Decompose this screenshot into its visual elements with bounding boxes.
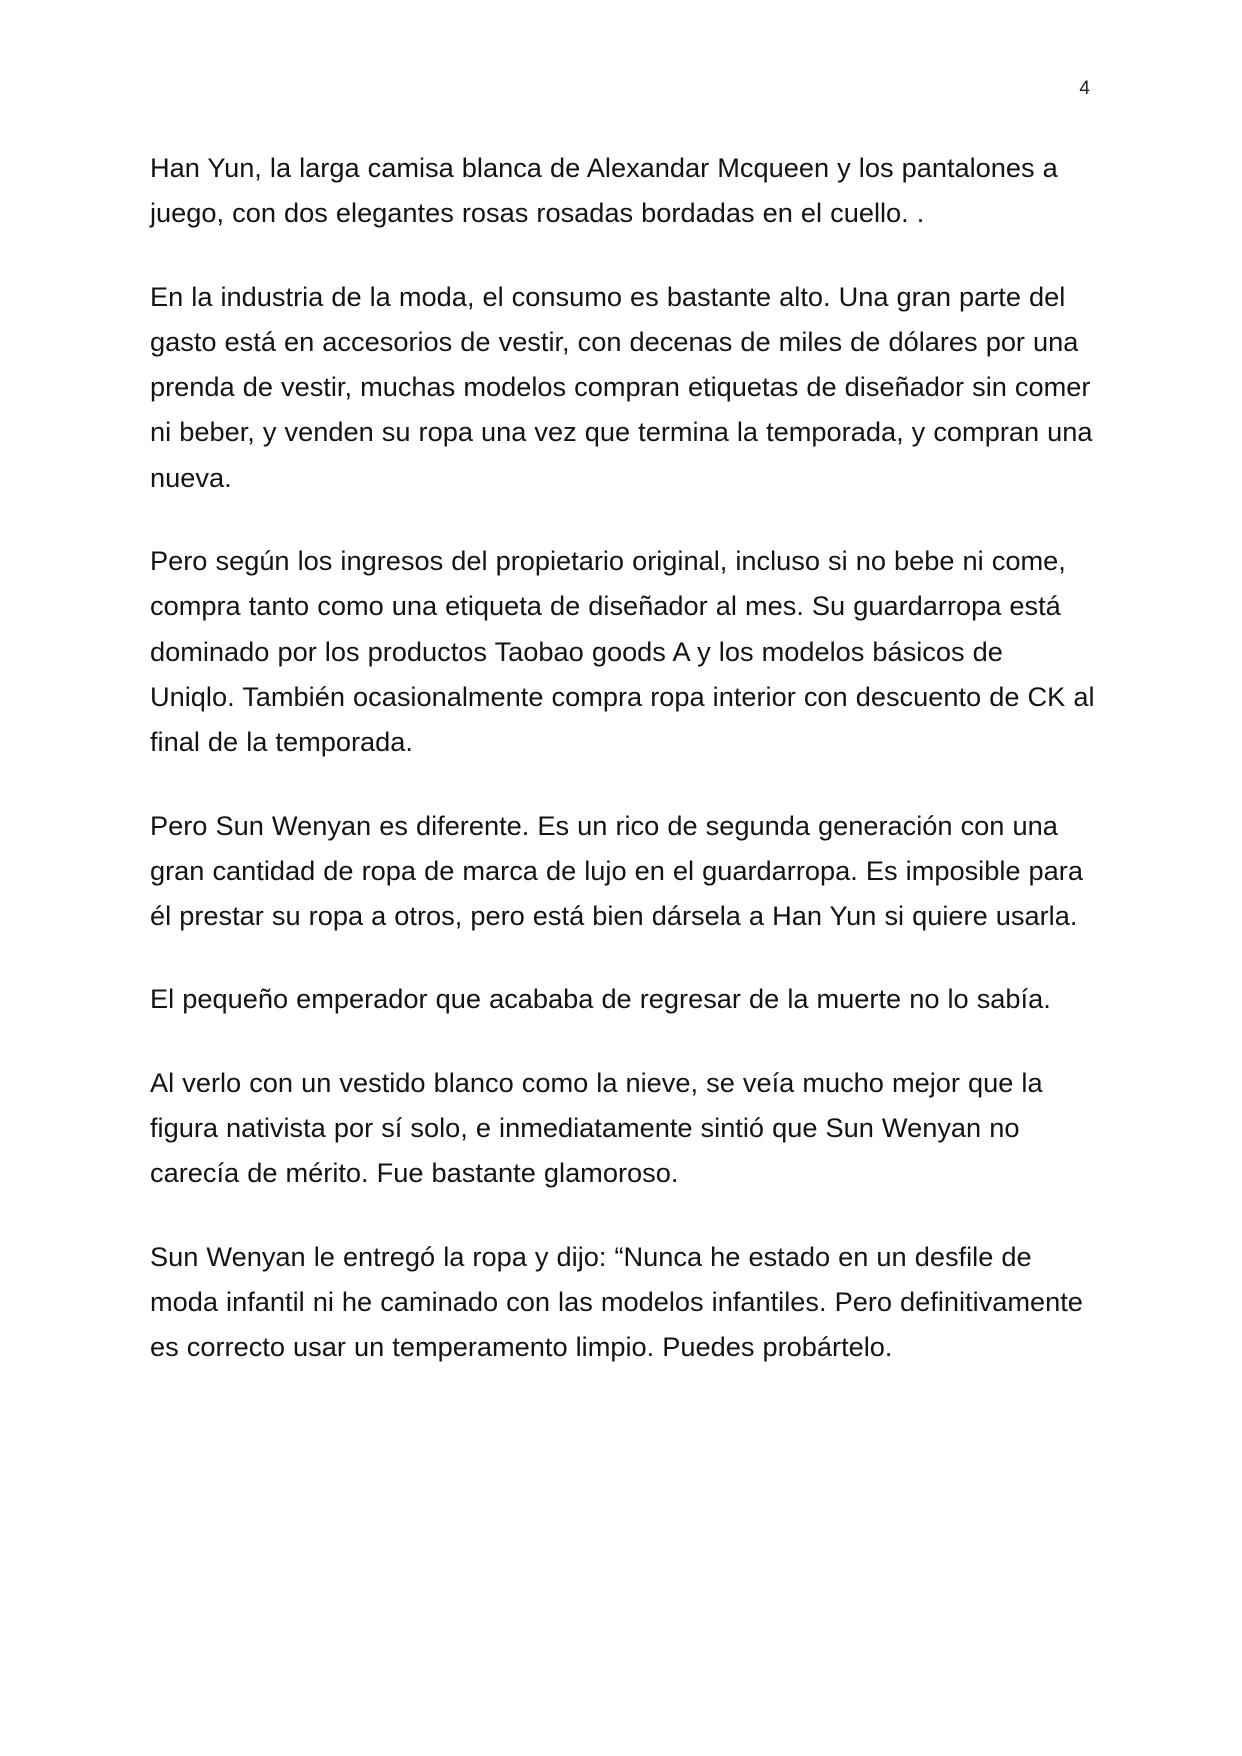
- paragraph: Pero según los ingresos del propietario original, incluso si no bebe ni come, compra tanto como una etiqueta de diseñador al mes. Su guardarropa está dominado por los productos Taobao goods A y los modelos básicos de Uniqlo. También ocasionalmente compra ropa interior con descuento de CK al final de la temporada.: [150, 545, 1095, 758]
- paragraph: Al verlo con un vestido blanco como la nieve, se veía mucho mejor que la figura nativista por sí solo, e inmediatamente sintió que Sun Wenyan no carecía de mérito. Fue bastante glamoroso.: [150, 1066, 1043, 1189]
- paragraph: Sun Wenyan le entregó la ropa y dijo: “Nunca he estado en un desfile de moda infantil ni he caminado con las modelos infantiles. Pero definitivamente es correcto usar un temperamento limpio. Puedes probártelo.: [150, 1240, 1083, 1363]
- page-body: [150, 145, 1095, 1408]
- paragraph: Pero Sun Wenyan es diferente. Es un rico de segunda generación con una gran cantidad de ropa de marca de lujo en el guardarropa. Es imposible para él prestar su ropa a otros, pero está bien dársela a Han Yun si quiere usarla.: [150, 809, 1083, 932]
- paragraph: Han Yun, la larga camisa blanca de Alexandar Mcqueen y los pantalones a juego, con dos elegantes rosas rosadas bordadas en el cuello. .: [150, 152, 1058, 229]
- paragraph: El pequeño emperador que acababa de regresar de la muerte no lo sabía.: [150, 983, 1051, 1015]
- page-number: 4: [1079, 78, 1090, 99]
- paragraph: En la industria de la moda, el consumo es bastante alto. Una gran parte del gasto está en accesorios de vestir, con decenas de miles de dólares por una prenda de vestir, muchas modelos compran etiquetas de diseñador sin comer ni beber, y venden su ropa una vez que termina la temporada, y compran una nueva.: [150, 280, 1093, 493]
